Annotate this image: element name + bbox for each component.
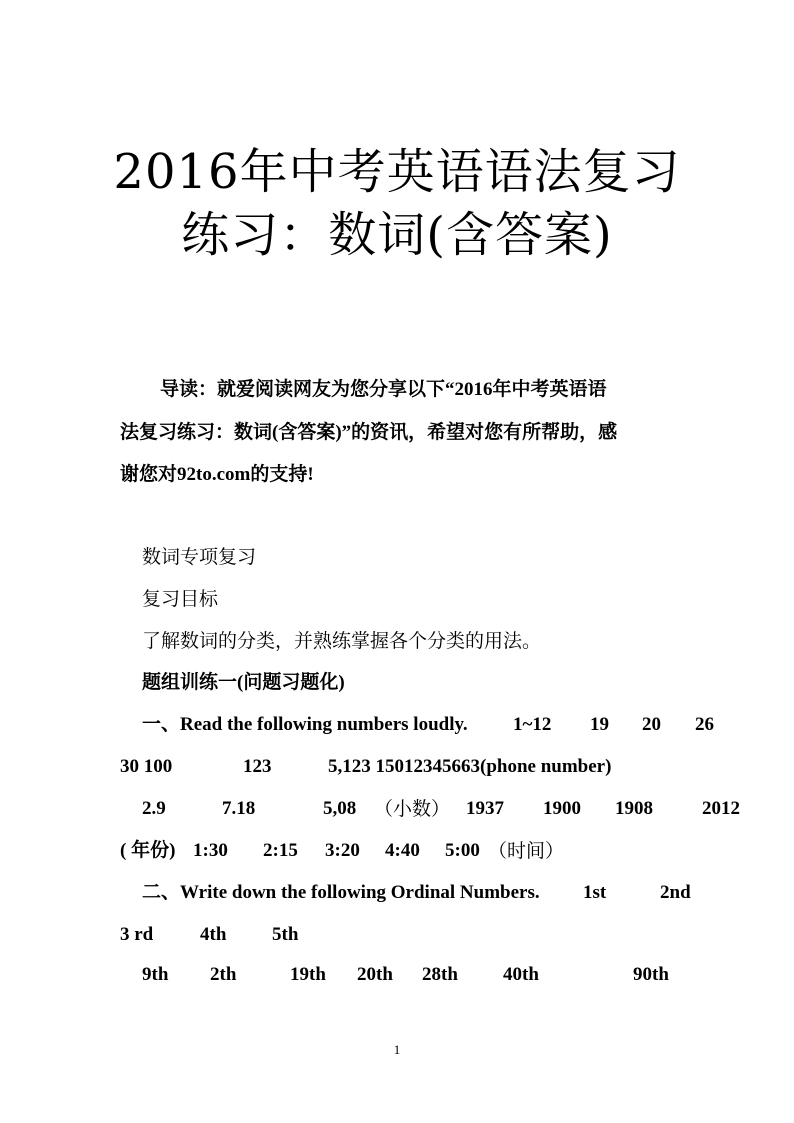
ex2-ordinal: 40th [503,964,539,985]
ex1-decimal-label: （小数） [374,798,451,820]
intro-line-3: 谢您对92to.com的支持! [120,464,314,485]
ex2-ordinal: 20th [357,964,393,985]
ex1-number: 5,123 15012345663(phone number) [328,756,612,777]
page-number: 1 [393,1042,401,1057]
ex1-decimal: 2.9 [142,798,166,819]
document-title-line-2: 练习：数词(含答案) [181,207,613,263]
exercise-1-label: 一、Read the following numbers loudly. [142,714,468,735]
ex2-ordinal: 3 rd [120,924,154,945]
ex1-year: 1937 [466,798,504,819]
ex1-number: 1~12 [513,714,552,735]
document-title-line-1: 2016年中考英语语法复习 [113,144,681,200]
ex1-time: 1:30 [193,840,228,861]
ex1-time: 4:40 [385,840,420,861]
ex1-year: 1908 [615,798,653,819]
ex2-ordinal: 28th [422,964,458,985]
ex1-number: 26 [695,714,714,735]
ex1-time: 2:15 [263,840,298,861]
ex1-number: 19 [590,714,609,735]
ex1-number: 20 [642,714,661,735]
ex1-time: 3:20 [325,840,360,861]
ex2-ordinal: 90th [633,964,669,985]
intro-line-1: 导读：就爱阅读网友为您分享以下“2016年中考英语语 [160,379,607,400]
ex2-ordinal: 1st [583,882,607,903]
ex2-ordinal: 5th [272,924,299,945]
ex1-years-label: ( 年份) [120,840,176,861]
ex1-number: 30 100 [120,756,173,777]
section-heading: 数词专项复习 [142,546,257,568]
goal-label: 复习目标 [142,588,219,610]
ex1-year: 1900 [543,798,581,819]
ex1-time: 5:00 [445,840,480,861]
group-title: 题组训练一(问题习题化) [142,672,345,693]
ex2-ordinal: 9th [142,964,169,985]
ex1-decimal: 7.18 [222,798,256,819]
goal-text: 了解数词的分类，并熟练掌握各个分类的用法。 [142,630,542,652]
ex2-ordinal: 2th [210,964,237,985]
ex2-ordinal: 19th [290,964,326,985]
ex1-year: 2012 [702,798,740,819]
ex1-decimal: 5,08 [323,798,357,819]
ex1-number: 123 [243,756,272,777]
ex1-times-label: （时间） [488,840,565,862]
exercise-2-label: 二、Write down the following Ordinal Numbers. [142,882,540,903]
ex2-ordinal: 2nd [660,882,691,903]
ex2-ordinal: 4th [200,924,227,945]
intro-line-2: 法复习练习：数词(含答案)”的资讯，希望对您有所帮助，感 [120,422,618,443]
